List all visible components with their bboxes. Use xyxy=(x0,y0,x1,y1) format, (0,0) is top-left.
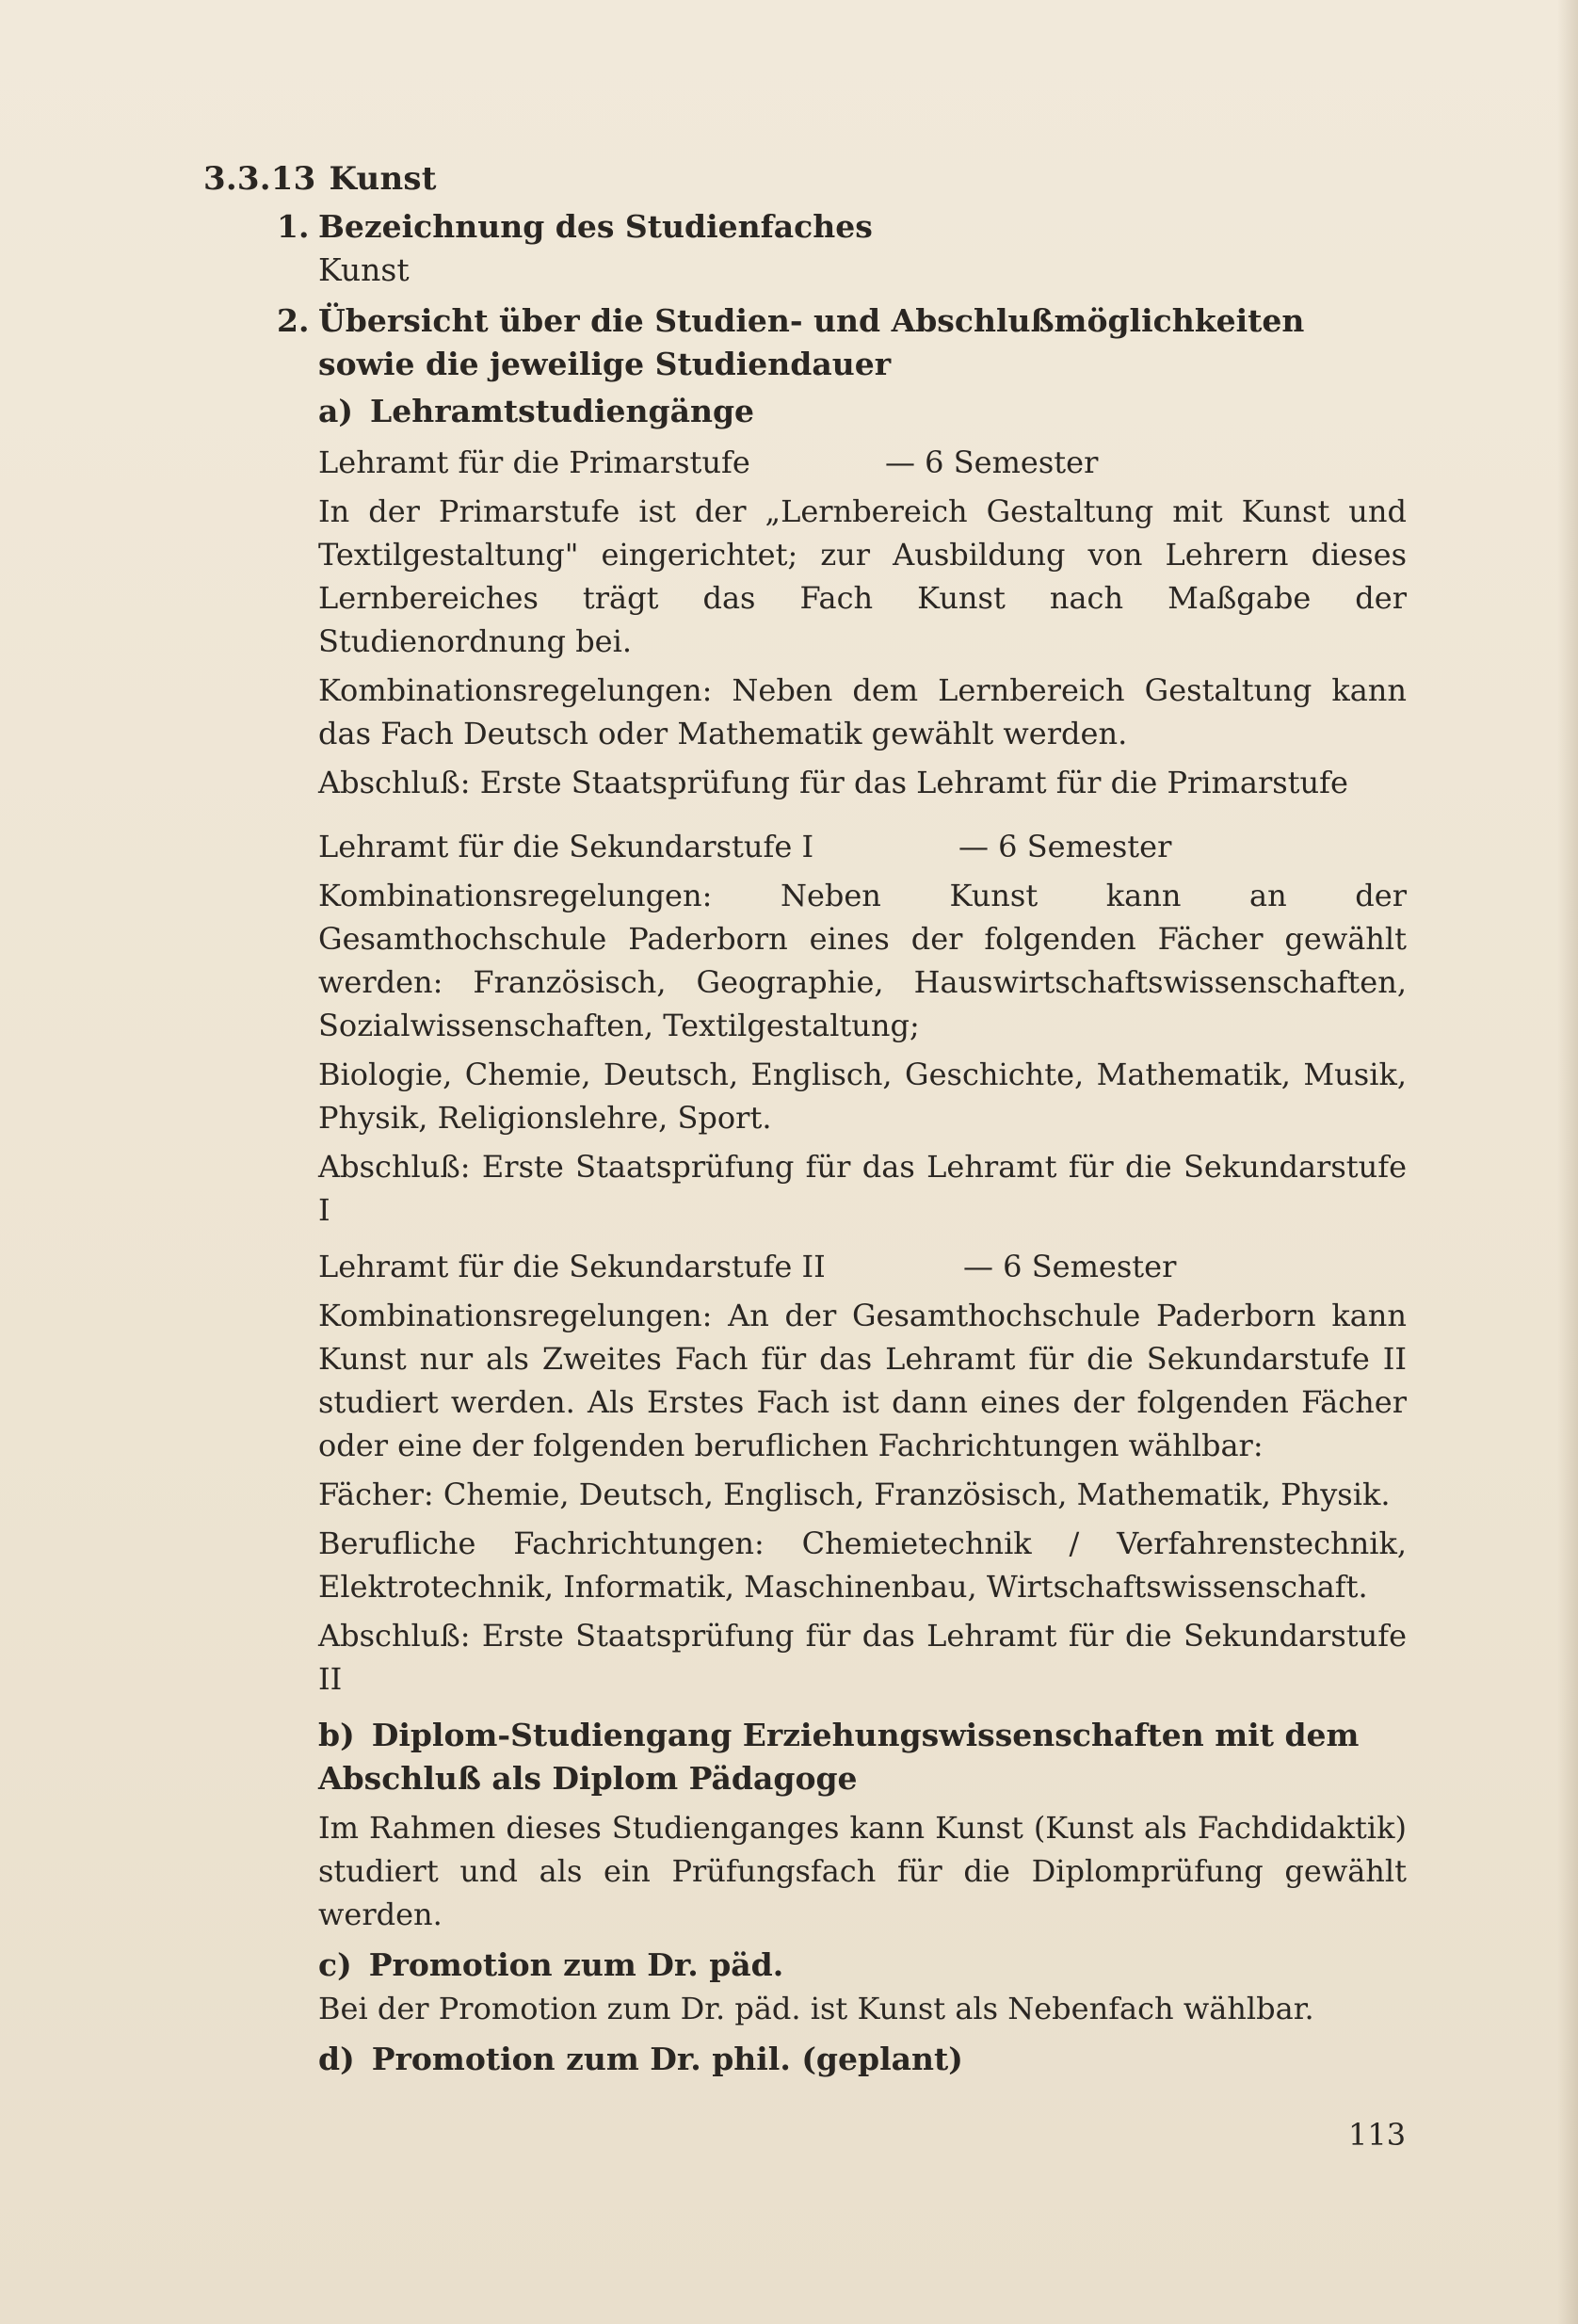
item-2-number: 2. xyxy=(277,302,310,339)
sub-c-title: Promotion zum Dr. päd. xyxy=(368,1946,784,1983)
sub-b-text: Im Rahmen dieses Studienganges kann Kunst (Kunst als Fachdidaktik) studiert und als ein Prüfungsfach für die Diplomprüfung gewählt werden. xyxy=(318,1810,1407,1932)
document-content xyxy=(277,205,1407,2081)
sub-d-letter: d) xyxy=(318,2041,355,2077)
sub-b-section xyxy=(318,1714,1407,1936)
sek1-abschluss: Abschluß: Erste Staatsprüfung für das Lehramt für die Sekundarstufe I xyxy=(318,1149,1407,1228)
sub-c-heading xyxy=(318,1944,1407,1987)
sub-a-heading xyxy=(318,390,1407,433)
sek2-label: Lehramt für die Sekundarstufe II xyxy=(318,1249,826,1284)
sek1-kombination: Kombinationsregelungen: Neben Kunst kann an der Gesamthochschule Paderborn eines der folgenden Fächer gewählt werden: Französisch, Geographie, Hauswirtschaftswissenschaften, Sozialwissenschaften, Textilgestaltung; xyxy=(318,878,1407,1043)
sek1-label: Lehramt für die Sekundarstufe I xyxy=(318,829,814,864)
primar-text: In der Primarstufe ist der „Lernbereich Gestaltung mit Kunst und Textilgestaltung" eingerichtet; zur Ausbildung von Lehrern dieses Lernbereiches trägt das Fach Kunst nach Maßgabe der Studienordnung bei. xyxy=(318,493,1407,659)
sek2-faecher: Fächer: Chemie, Deutsch, Englisch, Französisch, Mathematik, Physik. xyxy=(318,1477,1391,1512)
section-title: Kunst xyxy=(329,160,437,198)
item-1-title: Bezeichnung des Studienfaches xyxy=(318,208,873,245)
sub-d-heading xyxy=(318,2038,1407,2081)
sub-c-section xyxy=(318,1944,1407,2030)
sek1-duration: — 6 Semester xyxy=(958,829,1172,864)
sub-b-title: Diplom-Studiengang Erziehungswissenschaften mit dem Abschluß als Diplom Pädagoge xyxy=(318,1717,1360,1797)
primar-label: Lehramt für die Primarstufe xyxy=(318,444,750,480)
item-2-title: Übersicht über die Studien- und Abschlußmöglichkeiten sowie die jeweilige Studiendauer xyxy=(318,302,1305,382)
item-2-heading xyxy=(277,299,1407,386)
primar-abschluss: Abschluß: Erste Staatsprüfung für das Lehramt für die Primarstufe xyxy=(318,765,1348,800)
sub-c-text: Bei der Promotion zum Dr. päd. ist Kunst als Nebenfach wählbar. xyxy=(318,1991,1314,2026)
primar-duration: — 6 Semester xyxy=(885,444,1099,480)
item-1-body: Kunst xyxy=(318,251,410,288)
page-number: 113 xyxy=(1348,2117,1407,2153)
sub-b-heading xyxy=(318,1714,1407,1800)
primar-row xyxy=(318,441,1407,484)
sub-d-section xyxy=(318,2038,1407,2081)
sek2-kombination: Kombinationsregelungen: An der Gesamthochschule Paderborn kann Kunst nur als Zweites Fach für das Lehramt für die Sekundarstufe II studiert werden. Als Erstes Fach ist dann eines der folgenden Fächer oder eine der folgenden beruflichen Fachrichtungen wählbar: xyxy=(318,1298,1407,1463)
primar-kombination: Kombinationsregelungen: Neben dem Lernbereich Gestaltung kann das Fach Deutsch oder Mathematik gewählt werden. xyxy=(318,672,1407,751)
sub-b-letter: b) xyxy=(318,1717,355,1753)
page-edge-shadow xyxy=(1557,0,1578,2324)
item-1-number: 1. xyxy=(277,208,310,245)
sub-a-title: Lehramtstudiengänge xyxy=(370,393,755,429)
section-heading xyxy=(203,160,437,198)
sub-a-letter: a) xyxy=(318,393,353,429)
sub-d-title: Promotion zum Dr. phil. (geplant) xyxy=(371,2041,963,2077)
sek1-row xyxy=(318,825,1407,868)
sek2-row xyxy=(318,1245,1407,1288)
sek2-abschluss: Abschluß: Erste Staatsprüfung für das Lehramt für die Sekundarstufe II xyxy=(318,1618,1407,1697)
sek2-duration: — 6 Semester xyxy=(963,1249,1177,1284)
sub-c-letter: c) xyxy=(318,1946,352,1983)
sek1-faecher: Biologie, Chemie, Deutsch, Englisch, Geschichte, Mathematik, Musik, Physik, Religionslehre, Sport. xyxy=(318,1057,1407,1136)
item-1-heading xyxy=(277,205,1407,249)
sek2-fachrichtungen: Berufliche Fachrichtungen: Chemietechnik / Verfahrenstechnik, Elektrotechnik, Informatik, Maschinenbau, Wirtschaftswissenschaft. xyxy=(318,1525,1407,1605)
section-number: 3.3.13 xyxy=(203,160,316,198)
sub-a-section xyxy=(318,390,1407,1701)
